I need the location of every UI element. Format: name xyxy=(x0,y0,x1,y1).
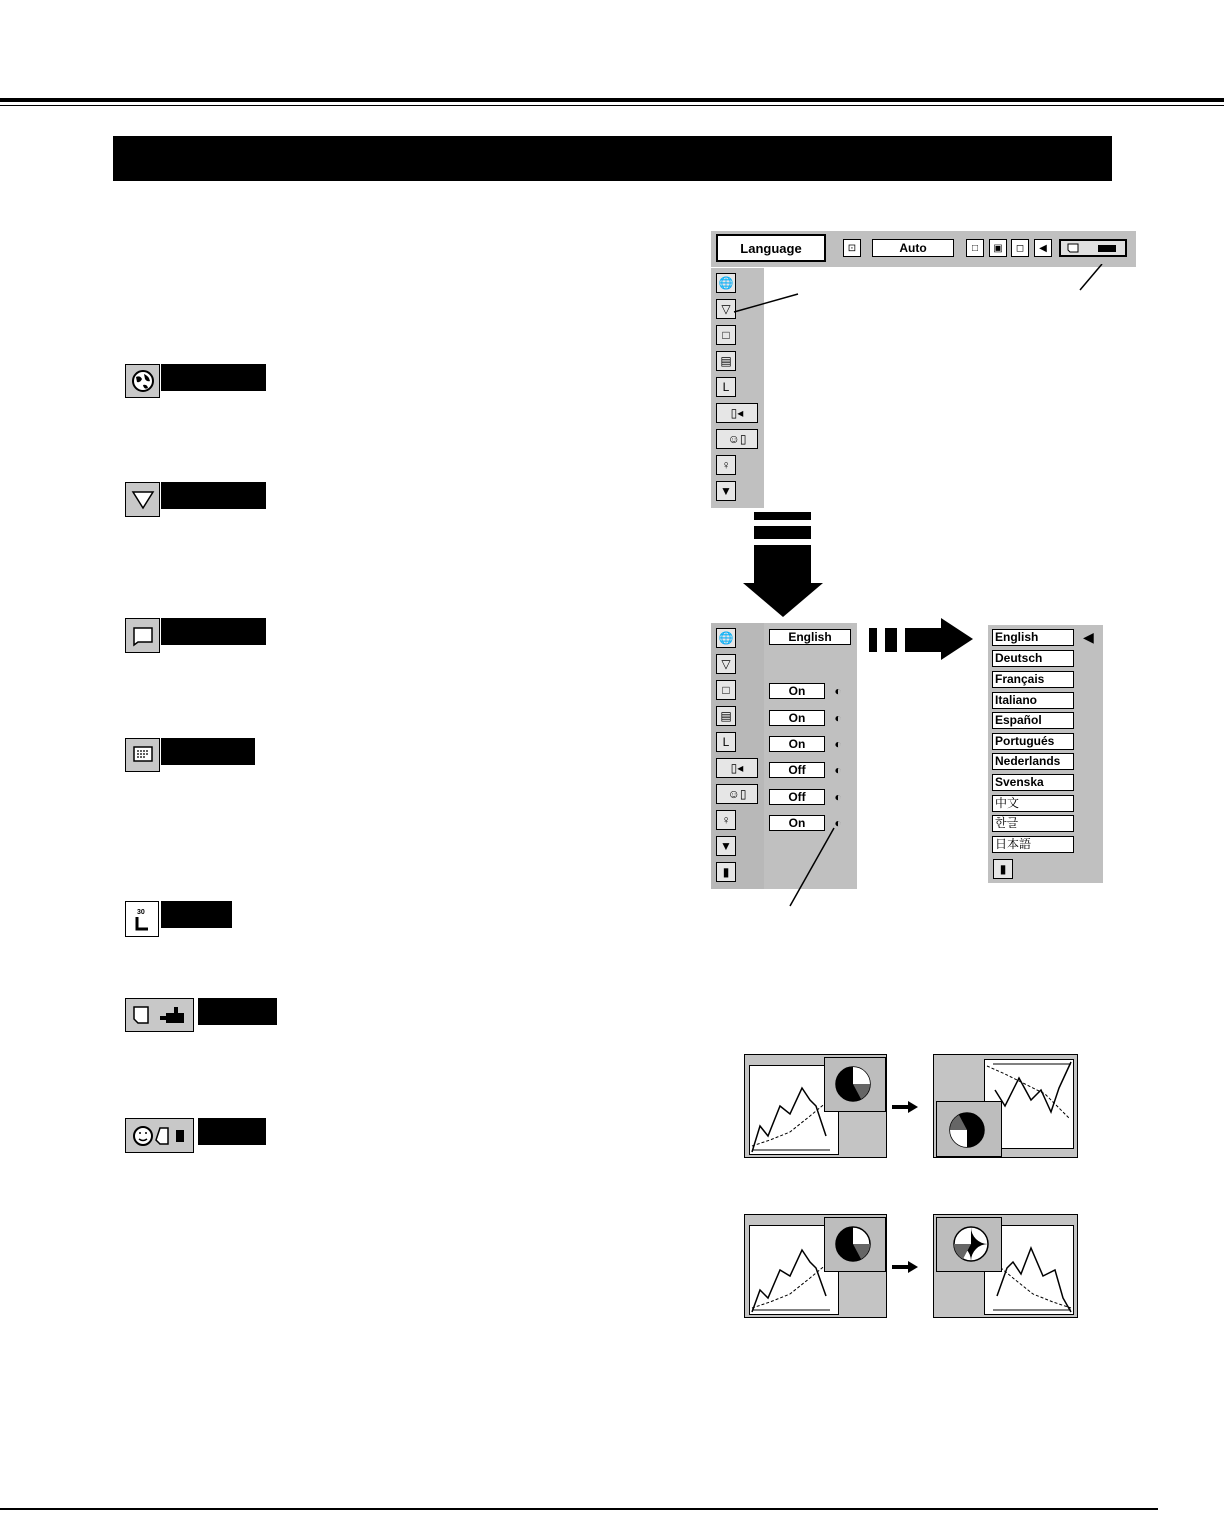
section-title-bar xyxy=(113,136,1112,181)
display-value[interactable]: On xyxy=(769,710,825,726)
adjust-icon[interactable]: ◐ xyxy=(834,816,842,830)
display-icon xyxy=(125,738,160,772)
blue-back-value[interactable]: On xyxy=(769,683,825,699)
display-icon[interactable]: ▤ xyxy=(716,351,736,371)
language-item[interactable]: Italiano xyxy=(992,692,1074,709)
timer-icon[interactable]: L xyxy=(716,377,736,397)
display-icon[interactable]: ▤ xyxy=(716,706,736,726)
image-icon[interactable]: □ xyxy=(966,239,984,257)
adjust-icon[interactable]: ◐ xyxy=(834,763,842,777)
adjust-icon[interactable]: ◐ xyxy=(834,711,842,725)
down-arrow-icon[interactable]: ▼ xyxy=(716,481,736,501)
language-item[interactable]: 日本語 xyxy=(992,836,1074,853)
screen-illustration-ceiling xyxy=(933,1054,1078,1158)
language-item[interactable]: Nederlands xyxy=(992,753,1074,770)
keystone-icon xyxy=(125,482,160,517)
blue-back-icon[interactable]: □ xyxy=(716,325,736,345)
language-item[interactable]: Español xyxy=(992,712,1074,729)
picture-icon[interactable]: ▣ xyxy=(989,239,1007,257)
blue-back-icon[interactable]: □ xyxy=(716,680,736,700)
timer-icon[interactable]: L xyxy=(716,732,736,752)
svg-text:30: 30 xyxy=(137,909,145,916)
globe-icon[interactable]: 🌐 xyxy=(716,628,736,648)
down-arrow-graphic xyxy=(743,510,823,618)
callout-line-keystone xyxy=(730,292,800,314)
adjust-icon[interactable]: ◐ xyxy=(834,790,842,804)
language-item[interactable]: Français xyxy=(992,671,1074,688)
screen-illustration-normal xyxy=(744,1214,887,1318)
footer-rule xyxy=(0,1508,1158,1510)
keystone-icon[interactable]: ▽ xyxy=(716,654,736,674)
lamp-icon[interactable]: ♀ xyxy=(716,810,736,830)
screen-illustration-normal xyxy=(744,1054,887,1158)
ceiling-value[interactable]: Off xyxy=(769,762,825,778)
ceiling-icon[interactable]: ▯◂ xyxy=(716,403,758,423)
pie-window xyxy=(936,1217,1002,1272)
keystone-label-bar xyxy=(161,482,266,509)
blue-back-label-bar xyxy=(161,618,266,645)
lamp-value[interactable]: On xyxy=(769,815,825,831)
header-rule-thick xyxy=(0,98,1224,102)
auto-field[interactable]: Auto xyxy=(872,239,954,257)
language-item[interactable]: 中文 xyxy=(992,795,1074,812)
timer-value[interactable]: On xyxy=(769,736,825,752)
language-label-bar xyxy=(161,364,266,391)
rear-icon xyxy=(125,1118,194,1153)
selected-arrow-icon: ◀ xyxy=(1083,629,1094,645)
callout-line-lamp xyxy=(788,826,838,908)
callout-line-setting xyxy=(1078,264,1108,292)
pie-window xyxy=(936,1101,1002,1157)
globe-icon xyxy=(125,364,160,398)
sound-icon[interactable]: ◀ xyxy=(1034,239,1052,257)
language-item[interactable]: 한글 xyxy=(992,815,1074,832)
language-item[interactable]: Svenska xyxy=(992,774,1074,791)
adjust-icon[interactable]: ◐ xyxy=(834,737,842,751)
globe-icon[interactable]: 🌐 xyxy=(716,273,736,293)
screen-icon[interactable]: ◻ xyxy=(1011,239,1029,257)
language-button[interactable]: Language xyxy=(716,234,826,262)
timer-label-bar xyxy=(161,901,232,928)
keystone-icon[interactable]: ▽ xyxy=(716,299,736,319)
rear-value[interactable]: Off xyxy=(769,789,825,805)
right-arrow-graphic xyxy=(867,618,975,660)
language-value-field[interactable]: English xyxy=(769,629,851,645)
pie-window xyxy=(824,1057,886,1112)
timer-icon xyxy=(125,901,159,937)
down-arrow-icon[interactable]: ▼ xyxy=(716,836,736,856)
ceiling-icon xyxy=(125,998,194,1032)
language-item[interactable]: Deutsch xyxy=(992,650,1074,667)
exit-icon[interactable]: ▮ xyxy=(993,859,1013,879)
screen-illustration-rear xyxy=(933,1214,1078,1318)
pie-window xyxy=(824,1217,886,1272)
language-item[interactable]: English xyxy=(992,629,1074,646)
language-item[interactable]: Portugués xyxy=(992,733,1074,750)
rear-label-bar xyxy=(198,1118,266,1145)
lamp-icon[interactable]: ♀ xyxy=(716,455,736,475)
rear-icon[interactable]: ☺▯ xyxy=(716,784,758,804)
rear-icon[interactable]: ☺▯ xyxy=(716,429,758,449)
ceiling-icon[interactable]: ▯◂ xyxy=(716,758,758,778)
setting-icon[interactable] xyxy=(1059,239,1127,257)
adjust-icon[interactable]: ◐ xyxy=(834,684,842,698)
blue-back-icon xyxy=(125,618,160,653)
exit-icon[interactable]: ▮ xyxy=(716,862,736,882)
input-icon[interactable]: ⊡ xyxy=(843,239,861,257)
ceiling-label-bar xyxy=(198,998,277,1025)
arrow-icon xyxy=(892,1100,918,1112)
header-rule-thin xyxy=(0,105,1224,106)
arrow-icon xyxy=(892,1260,918,1272)
display-label-bar xyxy=(161,738,255,765)
